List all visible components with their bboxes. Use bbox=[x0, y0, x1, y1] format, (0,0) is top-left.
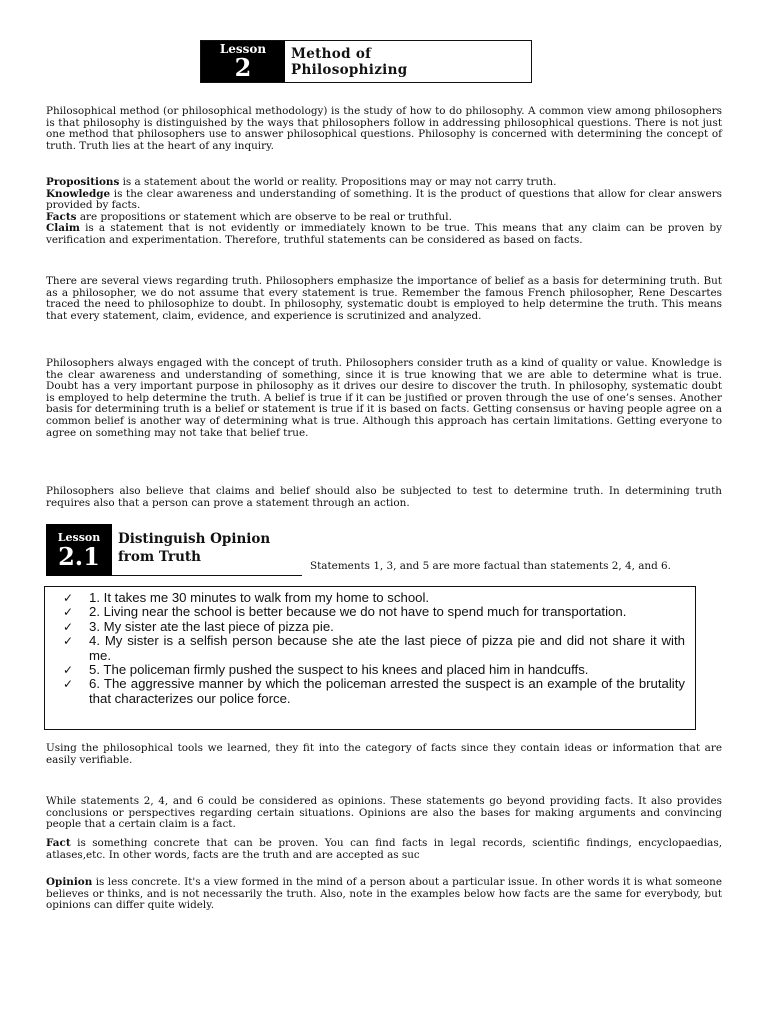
opinion-definition bbox=[46, 877, 722, 912]
definition-text: is a statement about the world or reality. Propositions may or may not carry truth. bbox=[119, 176, 557, 188]
statement-text: 6. The aggressive manner by which the policeman arrested the suspect is an example of the brutality that characterizes our police force. bbox=[89, 676, 685, 706]
statement-item bbox=[63, 676, 685, 706]
statement-item bbox=[63, 604, 685, 620]
lesson-2-header bbox=[200, 40, 532, 83]
lesson-tag bbox=[46, 524, 112, 576]
definition-text: is the clear awareness and understanding of something. It is the product of questions that allow for clear answers provided by facts. bbox=[46, 187, 722, 212]
statements-list bbox=[63, 590, 685, 706]
statement-text: 2. Living near the school is better because we do not have to spend much for transportation. bbox=[89, 604, 627, 620]
lesson-title-line-1: Method of bbox=[291, 45, 372, 62]
statement-text: 3. My sister ate the last piece of pizza pie. bbox=[89, 618, 334, 634]
definition-term: Facts bbox=[46, 210, 77, 223]
lesson-title-line-2: from Truth bbox=[118, 549, 201, 565]
checkmark-icon: ✓ bbox=[63, 634, 74, 649]
definition-term: Propositions bbox=[46, 176, 120, 188]
lesson-number: 2 bbox=[234, 53, 252, 82]
definitions-block bbox=[46, 177, 722, 247]
fact-definition bbox=[46, 838, 722, 861]
definition-claim bbox=[46, 223, 722, 246]
factual-statements-note: Statements 1, 3, and 5 are more factual than statements 2, 4, and 6. bbox=[310, 560, 671, 572]
definition-text: is something concrete that can be proven. You can find facts in legal records, scientific findings, encyclopaedias, atlases,etc. In other words, facts are the truth and are accepted as suc bbox=[46, 837, 722, 861]
definition-text: is less concrete. It's a view formed in the mind of a person about a particular issue. In other words it is what someone believes or thinks, and is not necessarily the truth. Also, note in the examples below how facts are the same for everybody, but opinions can differ quite widely. bbox=[46, 876, 722, 912]
engaged-paragraph: Philosophers always engaged with the concept of truth. Philosophers consider truth as a kind of quality or value. Knowledge is the clear awareness and understanding of something, since it is true knowing that we are able to determine what is true. Doubt has a very important purpose in philosophy as it drives our desire to discover the truth. In philosophy, systematic doubt is employed to help determine the truth. A belief is true if it can be justified or proven through the use of one’s senses. Another basis for determining truth is a belief or statement is true if it is based on facts. Getting consensus or having people agree on a common belief is another way of determining what is true. Although this approach has certain limitations. Getting everyone to agree on something may not take that belief true. bbox=[46, 357, 722, 439]
checkmark-icon: ✓ bbox=[63, 619, 74, 634]
definition-text: is a statement that is not evidently or immediately known to be true. This means that any claim can be proven by verification and experimentation. Therefore, truthful statements can be considered as based on facts. bbox=[46, 222, 722, 246]
lesson-word: Lesson bbox=[57, 530, 101, 544]
statements-box bbox=[44, 586, 696, 730]
intro-paragraph: Philosophical method (or philosophical methodology) is the study of how to do philosophy. A common view among philosophers is that philosophy is distinguished by the ways that philosophers follow in addressing philosophical questions. There is not just one method that philosophers use to answer philosophical questions. Philosophy is concerned with determining the concept of truth. Truth lies at the heart of any inquiry. bbox=[46, 105, 722, 152]
statement-text: 1. It takes me 30 minutes to walk from my home to school. bbox=[89, 590, 430, 605]
definition-text: are propositions or statement which are observe to be real or truthful. bbox=[76, 210, 452, 223]
checkmark-icon: ✓ bbox=[63, 677, 74, 692]
lesson-title-line-2: Philosophizing bbox=[291, 61, 408, 78]
definition-knowledge bbox=[46, 189, 722, 212]
lesson-title bbox=[285, 41, 407, 82]
lesson-title-line-1: Distinguish Opinion bbox=[118, 531, 271, 547]
definition-term: Fact bbox=[46, 837, 71, 849]
definition-term: Opinion bbox=[46, 876, 93, 888]
lesson-title bbox=[112, 524, 302, 576]
definition-term: Knowledge bbox=[46, 187, 111, 200]
statement-item bbox=[63, 590, 685, 605]
lesson-2-1-header bbox=[46, 524, 302, 576]
checkmark-icon: ✓ bbox=[63, 663, 74, 678]
lesson-tag bbox=[201, 41, 285, 82]
checkmark-icon: ✓ bbox=[63, 591, 74, 605]
statement-item bbox=[63, 633, 685, 663]
definition-term: Claim bbox=[46, 222, 80, 235]
views-paragraph: There are several views regarding truth. Philosophers emphasize the importance of belief as a basis for determining truth. But as a philosopher, we do not assume that every statement is true. Remember the famous French philosopher, Rene Descartes traced the need to philosophize to doubt. In philosophy, systematic doubt is employed to help determine the truth. This means that every statement, claim, evidence, and experience is scrutinized and analyzed. bbox=[46, 275, 722, 322]
tools-paragraph: Using the philosophical tools we learned, they fit into the category of facts since they contain ideas or information that are easily verifiable. bbox=[46, 742, 722, 766]
statement-text: 5. The policeman firmly pushed the suspect to his knees and placed him in handcuffs. bbox=[89, 662, 589, 678]
lesson-number: 2.1 bbox=[58, 541, 100, 571]
checkmark-icon: ✓ bbox=[63, 605, 74, 620]
statement-item bbox=[63, 662, 685, 678]
statement-text: 4. My sister is a selfish person because she ate the last piece of pizza pie and did not share it with me. bbox=[89, 633, 685, 663]
statement-item bbox=[63, 618, 685, 634]
lesson-word: Lesson bbox=[219, 42, 267, 56]
claims-paragraph: Philosophers also believe that claims and belief should also be subjected to test to determine truth. In determining truth requires also that a person can prove a statement through an action. bbox=[46, 485, 722, 509]
opinions-paragraph: While statements 2, 4, and 6 could be considered as opinions. These statements go beyond providing facts. It also provides conclusions or perspectives regarding certain situations. Opinions are also the bases for making arguments and convincing people that a certain claim is a fact. bbox=[46, 795, 722, 831]
